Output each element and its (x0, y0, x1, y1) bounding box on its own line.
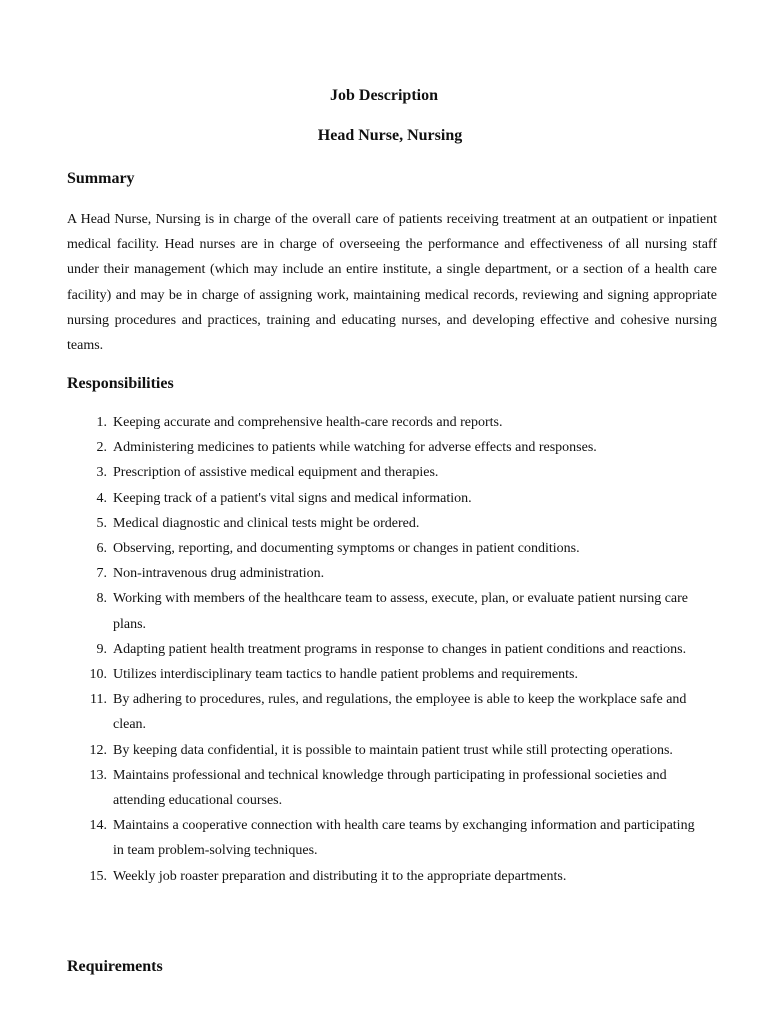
list-item-number: 11. (90, 692, 107, 708)
list-item (67, 561, 707, 586)
list-item-text: Maintains a cooperative connection with health care teams by exchanging information and participating in team problem-solving techniques. (113, 818, 695, 859)
list-item-text: Keeping track of a patient's vital signs and medical information. (113, 490, 472, 506)
list-item (67, 662, 707, 687)
list-item-text: Utilizes interdisciplinary team tactics to handle patient problems and requirements. (113, 667, 578, 683)
list-item-number: 6. (96, 541, 107, 557)
list-item (67, 460, 707, 485)
list-item-number: 14. (89, 818, 107, 834)
list-item (67, 486, 707, 511)
list-item-number: 5. (96, 515, 107, 531)
list-item-text: By adhering to procedures, rules, and regulations, the employee is able to keep the workplace safe and clean. (113, 692, 687, 733)
list-item-number: 10. (89, 667, 107, 683)
list-item (67, 864, 707, 889)
list-item-text: Prescription of assistive medical equipment and therapies. (113, 465, 439, 481)
list-item-text: Medical diagnostic and clinical tests might be ordered. (113, 515, 420, 531)
list-item (67, 511, 707, 536)
responsibilities-heading: Responsibilities (67, 375, 174, 392)
summary-paragraph: A Head Nurse, Nursing is in charge of the overall care of patients receiving treatment at an outpatient or inpatient medical facility. Head nurses are in charge of overseeing the performance and effectiveness of all nursing staff under their management (which may include an entire institute, a single department, or a section of a health care facility) and may be in charge of assigning work, maintaining medical records, reviewing and signing appropriate nursing procedures and practices, training and educating nurses, and developing effective and cohesive nursing teams. (67, 212, 717, 354)
list-item-text: Administering medicines to patients while watching for adverse effects and responses. (113, 440, 597, 456)
list-item-text: Adapting patient health treatment programs in response to changes in patient conditions and reactions. (113, 641, 687, 657)
list-item-number: 8. (96, 591, 107, 607)
list-item-number: 3. (96, 465, 107, 481)
list-item (67, 738, 707, 763)
list-item (67, 637, 707, 662)
list-item (67, 586, 707, 636)
list-item-number: 12. (89, 742, 107, 758)
list-item-text: Weekly job roaster preparation and distributing it to the appropriate departments. (113, 868, 567, 884)
list-item (67, 687, 707, 737)
list-item-text: Maintains professional and technical knowledge through participating in professional societies and attending educational courses. (113, 767, 667, 809)
list-item (67, 813, 707, 863)
list-item-number: 13. (89, 767, 107, 783)
responsibilities-list (67, 410, 707, 889)
list-item (67, 763, 707, 813)
list-item-number: 1. (96, 415, 107, 430)
list-item (67, 536, 707, 561)
list-item-text: By keeping data confidential, it is possible to maintain patient trust while still protecting operations. (113, 742, 673, 758)
requirements-heading: Requirements (67, 958, 163, 975)
list-item-number: 7. (96, 566, 107, 582)
document-title: Job Description (330, 87, 438, 104)
list-item-number: 2. (96, 440, 107, 456)
list-item-number: 15. (89, 868, 107, 884)
list-item-number: 4. (96, 490, 107, 506)
list-item-text: Non-intravenous drug administration. (113, 566, 325, 582)
list-item-text: Keeping accurate and comprehensive health-care records and reports. (113, 415, 503, 430)
list-item-text: Observing, reporting, and documenting symptoms or changes in patient conditions. (113, 541, 580, 557)
summary-heading: Summary (67, 170, 135, 187)
list-item (67, 410, 707, 435)
list-item-text: Working with members of the healthcare team to assess, execute, plan, or evaluate patient nursing care plans. (113, 591, 688, 632)
list-item (67, 435, 707, 460)
list-item-number: 9. (96, 641, 107, 657)
document-subtitle: Head Nurse, Nursing (317, 127, 463, 144)
